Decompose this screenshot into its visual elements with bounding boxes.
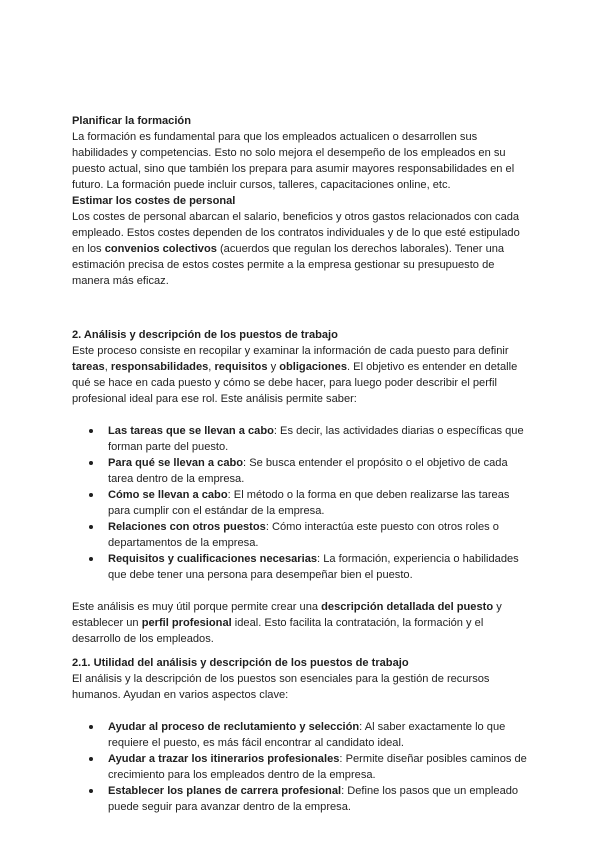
bold-run: Requisitos y cualificaciones necesarias [108, 553, 318, 565]
bullet-list-analysis [72, 423, 528, 583]
text-run: : Es decir, las actividades diarias o específicas que forman parte del puesto. [108, 425, 524, 453]
bold-run: requisitos [214, 361, 268, 373]
document-body [72, 113, 528, 815]
list-item [72, 751, 528, 783]
heading-estimar-costes: Estimar los costes de personal [72, 195, 236, 207]
list-item [72, 487, 528, 519]
bold-run: Ayudar al proceso de reclutamiento y selección [108, 721, 360, 733]
paragraph-costes [72, 209, 528, 289]
text-run: y establecer un [72, 601, 502, 629]
bold-run: Ayudar a trazar los itinerarios profesionales [108, 753, 340, 765]
list-item [72, 551, 528, 583]
text-run: , [208, 361, 215, 373]
heading-section-2: 2. Análisis y descripción de los puestos de trabajo [72, 329, 338, 341]
bold-run: Para qué se llevan a cabo [108, 457, 244, 469]
list-item [72, 783, 528, 815]
bold-run: Cómo se llevan a cabo [108, 489, 228, 501]
list-item [72, 719, 528, 751]
paragraph-formacion: La formación es fundamental para que los empleados actualicen o desarrollen sus habilidades y competencias. Esto no solo mejora el desempeño de los empleados en su puesto actual, sino que también los prepara para asumir mayores responsabilidades en el futuro. La formación puede incluir cursos, talleres, capacitaciones online, etc. [72, 131, 515, 191]
bold-run: Establecer los planes de carrera profesional [108, 785, 342, 797]
text-run: . El objetivo es entender en detalle qué se hace en cada puesto y cómo se debe hacer, para luego poder describir el perfil profesional ideal para ese rol. Este análisis permite saber: [72, 361, 518, 405]
text-run: Este análisis es muy útil porque permite crear una [72, 601, 322, 613]
paragraph-section-2-intro [72, 343, 528, 407]
text-run: : Define los pasos que un empleado puede seguir para avanzar dentro de la empresa. [108, 785, 519, 813]
text-run: , [104, 361, 111, 373]
text-run: : Al saber exactamente lo que requiere el puesto, es más fácil encontrar al candidato ideal. [108, 721, 506, 749]
bullet-list-utilidad [72, 719, 528, 815]
list-item [72, 455, 528, 487]
bold-run: obligaciones [279, 361, 348, 373]
bold-run: descripción detallada del puesto [321, 601, 494, 613]
bold-run: Las tareas que se llevan a cabo [108, 425, 274, 437]
heading-section-2-1: 2.1. Utilidad del análisis y descripción de los puestos de trabajo [72, 657, 409, 669]
paragraph-section-2-1-intro: El análisis y la descripción de los puestos son esenciales para la gestión de recursos humanos. Ayudan en varios aspectos clave: [72, 673, 490, 701]
bold-run: convenios colectivos [104, 243, 217, 255]
list-item [72, 423, 528, 455]
text-run: Los costes de personal abarcan el salario, beneficios y otros gastos relacionados con cada empleado. Estos costes dependen de los contratos individuales y de lo que esté estipulado en los [72, 211, 520, 255]
bold-run: responsabilidades [110, 361, 209, 373]
text-run: y [267, 361, 280, 373]
text-run: : Cómo interactúa este puesto con otros roles o departamentos de la empresa. [108, 521, 499, 549]
text-run: : Se busca entender el propósito o el objetivo de cada tarea dentro de la empresa. [108, 457, 508, 485]
text-run: : La formación, experiencia o habilidades que debe tener una persona para desempeñar bien el puesto. [108, 553, 519, 581]
text-run: : Permite diseñar posibles caminos de crecimiento para los empleados dentro de la empresa. [108, 753, 527, 781]
paragraph-section-2-closing [72, 599, 528, 647]
list-item [72, 519, 528, 551]
text-run: (acuerdos que regulan los derechos laborales). Tener una estimación precisa de estos costes permite a la empresa gestionar su presupuesto de manera más eficaz. [72, 243, 505, 287]
bold-run: tareas [72, 361, 105, 373]
text-run: Este proceso consiste en recopilar y examinar la información de cada puesto para definir [72, 345, 509, 357]
bold-run: perfil profesional [141, 617, 232, 629]
bold-run: Relaciones con otros puestos [108, 521, 266, 533]
text-run: ideal. Esto facilita la contratación, la formación y el desarrollo de los empleados. [72, 617, 484, 645]
text-run: : El método o la forma en que deben realizarse las tareas para cumplir con el estándar de la empresa. [108, 489, 510, 517]
heading-planificar-formacion: Planificar la formación [72, 115, 191, 127]
